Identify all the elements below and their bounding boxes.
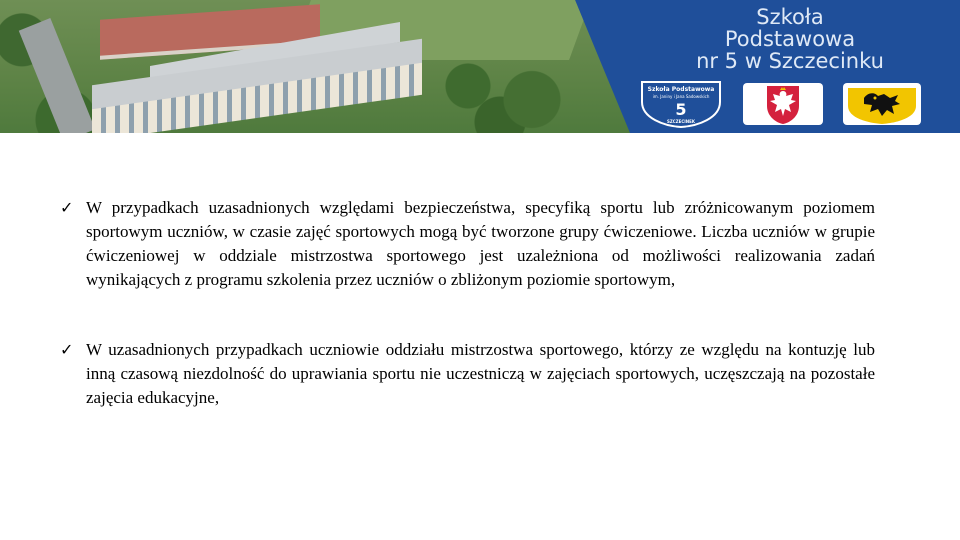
header-banner xyxy=(0,0,960,133)
bullet-text: W przypadkach uzasadnionych względami bezpieczeństwa, specyfiką sportu lub zróżnicowanym poziomem sportowym uczniów, w czasie zajęć sportowych mogą być tworzone grupy ćwiczeniowe. Liczba uczniów w grupie ćwiczeniowej w oddziale mistrzostwa sportowego jest uzależniona od możliwości realizowania zadań wynikających z programu szkolenia przez uczniów o zbliżonym poziomie sportowym, xyxy=(86,198,875,289)
content-area xyxy=(0,133,960,540)
checkmark-icon: ✓ xyxy=(60,340,74,359)
school-name-line-3: nr 5 w Szczecinku xyxy=(696,49,884,73)
griffin-emblem-icon xyxy=(842,82,922,126)
bullet-text: W uzasadnionych przypadkach uczniowie oddziału mistrzostwa sportowego, którzy ze względu na kontuzję lub inną czasową niezdolność do uprawiania sportu nie uczestniczą w zajęciach sportowych, uczęszczają na pozostałe zajęcia edukacyjne, xyxy=(86,340,875,407)
school-emblem-text-top: Szkoła Podstawowa xyxy=(647,86,715,93)
school-name-line-1: Szkoła xyxy=(756,5,824,29)
school-emblem-text-bottom: SZCZECINEK xyxy=(667,119,695,124)
school-name xyxy=(640,6,940,72)
school-building-photo xyxy=(0,0,640,133)
checkmark-icon: ✓ xyxy=(60,198,74,217)
school-emblem-number: 5 xyxy=(675,100,687,119)
white-eagle-emblem-icon xyxy=(742,82,824,126)
school-emblem-text-sub: im. Janiny i Jana Sadowskich xyxy=(652,94,710,99)
photo-trees-right xyxy=(420,50,580,133)
school-name-line-2: Podstawowa xyxy=(724,27,856,51)
school-emblem-icon xyxy=(638,80,724,128)
list-item xyxy=(60,338,875,410)
list-item xyxy=(60,196,875,292)
